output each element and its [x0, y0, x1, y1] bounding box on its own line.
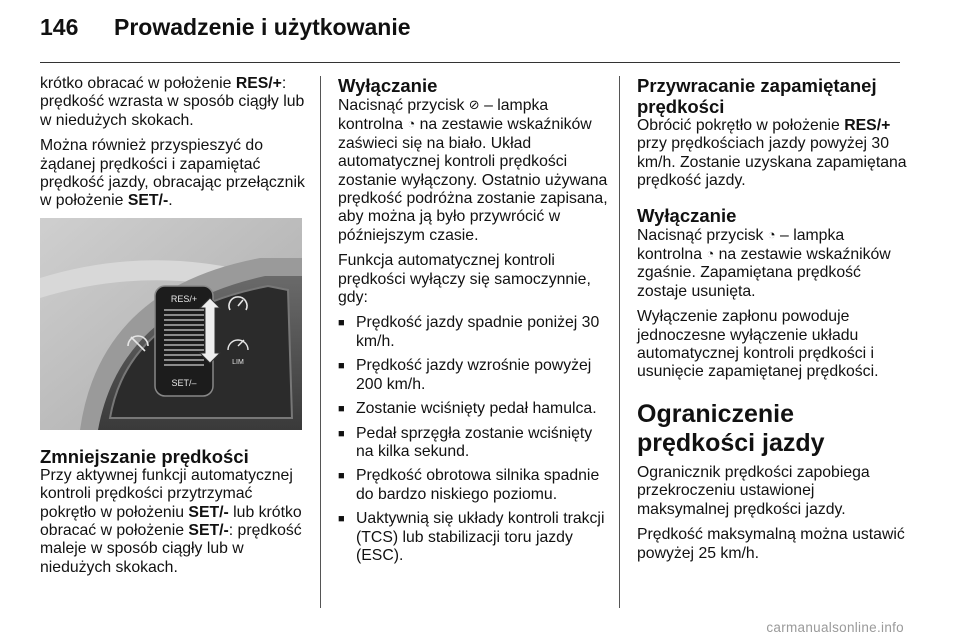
text-run: Ogranicznik prędkości zapobiega przekroczeniu ustawionej maksymalnej prędkości jazdy.: [637, 463, 870, 518]
bold-term: SET/-: [188, 503, 229, 521]
text-run: lub krótko obracać w położenie: [40, 503, 302, 540]
column-divider-2: [619, 76, 620, 608]
text-run: Prędkość maksymalną można ustawić powyżej 25 km/h.: [637, 526, 905, 562]
bold-term: SET/-: [188, 522, 229, 540]
conditions-list: [338, 314, 608, 565]
text-run: krótko obracać w położenie: [40, 75, 236, 92]
heading-wylaczanie: Wyłączanie: [338, 75, 438, 96]
text-run: Funkcja automatycznej kontroli prędkości wyłączy się samoczynnie, gdy:: [338, 252, 591, 307]
bold-term: SET/-: [127, 192, 169, 210]
watermark: carmanualsonline.info: [766, 620, 904, 635]
page-header: [40, 14, 411, 41]
res-label: RES/+: [170, 293, 198, 304]
right-paragraph-1: [637, 117, 909, 191]
text-run: Wyłączenie zapłonu powoduje jednoczesne wyłączenie układu automatycznej kontroli prędkości i usunięcie zapamiętanej prędkości.: [637, 308, 879, 381]
page-title: Prowadzenie i użytkowanie: [114, 14, 411, 40]
list-item: ■ Prędkość obrotowa silnika spadnie do bardzo niskiego poziomu.: [338, 467, 608, 504]
text-run: Obrócić pokrętło w położenie: [637, 117, 845, 134]
set-label: SET/–: [171, 377, 197, 388]
list-item: ■ Zostanie wciśnięty pedał hamulca.: [338, 400, 608, 418]
bold-term: RES/+: [844, 117, 891, 134]
cruise-lamp-icon: ◔: [407, 116, 416, 132]
middle-paragraph-2: [338, 252, 608, 307]
steering-wheel-controls-image: [40, 218, 302, 430]
text-run: na zestawie wskaźników zaświeci się na biało. Układ automatycznej kontroli prędkości zostanie wyłączony. Ostatnio używana prędkość podróżna zostanie zapisana, aby można ją było przywrócić w późniejszym czasie.: [338, 116, 608, 244]
heading-zmniejszanie: Zmniejszanie prędkości: [40, 445, 249, 467]
text-run: Można również przyspieszyć do żądanej prędkości i zapamiętać prędkość jazdy, obracając przełącznik w położenie: [40, 137, 305, 210]
list-item: ■ Prędkość jazdy spadnie poniżej 30 km/h.: [338, 314, 608, 351]
heading-ograniczenie: Ograniczenie prędkości jazdy: [637, 399, 825, 457]
column-divider-1: [320, 76, 321, 608]
text-run: : prędkość maleje w sposób ciągły lub w niedużych skokach.: [40, 522, 302, 576]
text-run: na zestawie wskaźników zgaśnie. Zapamiętana prędkość zostaje usunięta.: [637, 246, 891, 300]
text-run: .: [168, 192, 173, 210]
page-number: 146: [40, 14, 79, 40]
cruise-button-icon: ◔: [767, 226, 776, 242]
right-paragraph-4: [637, 464, 909, 519]
text-run: przy prędkościach jazdy powyżej 30 km/h. Zostanie uzyskana zapamiętana prędkość jazdy.: [637, 135, 907, 190]
right-paragraph-5: [637, 526, 909, 563]
text-run: – lampka kontrolna: [637, 226, 845, 264]
cruise-lamp-icon: ◔: [706, 246, 715, 262]
bold-term: RES/+: [235, 75, 282, 92]
left-paragraph-2: [40, 137, 308, 211]
text-run: Nacisnąć przycisk: [637, 226, 768, 244]
cancel-icon: ⊘: [468, 97, 480, 112]
left-paragraph-1: [40, 75, 308, 130]
list-item: ■ Pedał sprzęgła zostanie wciśnięty na kilka sekund.: [338, 425, 608, 462]
middle-paragraph-1: [338, 96, 608, 245]
lim-label: LIM: [232, 358, 244, 366]
text-run: Nacisnąć przycisk: [338, 97, 469, 114]
left-paragraph-3: [40, 467, 308, 577]
right-paragraph-2: [637, 226, 909, 302]
text-run: – lampka kontrolna: [338, 97, 549, 134]
heading-wylaczanie-2: Wyłączanie: [637, 204, 737, 226]
text-run: Przy aktywnej funkcji automatycznej kontroli prędkości przytrzymać pokrętło w położeniu: [40, 466, 293, 521]
left-column: [40, 75, 308, 584]
middle-column: [338, 75, 608, 571]
right-paragraph-3: [637, 308, 909, 382]
header-rule: [40, 62, 900, 63]
text-run: : prędkość wzrasta w sposób ciągły lub w niedużych skokach.: [40, 75, 305, 129]
list-item: ■ Uaktywnią się układy kontroli trakcji (TCS) lub stabilizacji toru jazdy (ESC).: [338, 510, 608, 565]
right-column: [637, 75, 909, 570]
list-item: ■ Prędkość jazdy wzrośnie powyżej 200 km/h.: [338, 357, 608, 394]
heading-przywracanie: Przywracanie zapamiętanej prędkości: [637, 75, 877, 117]
